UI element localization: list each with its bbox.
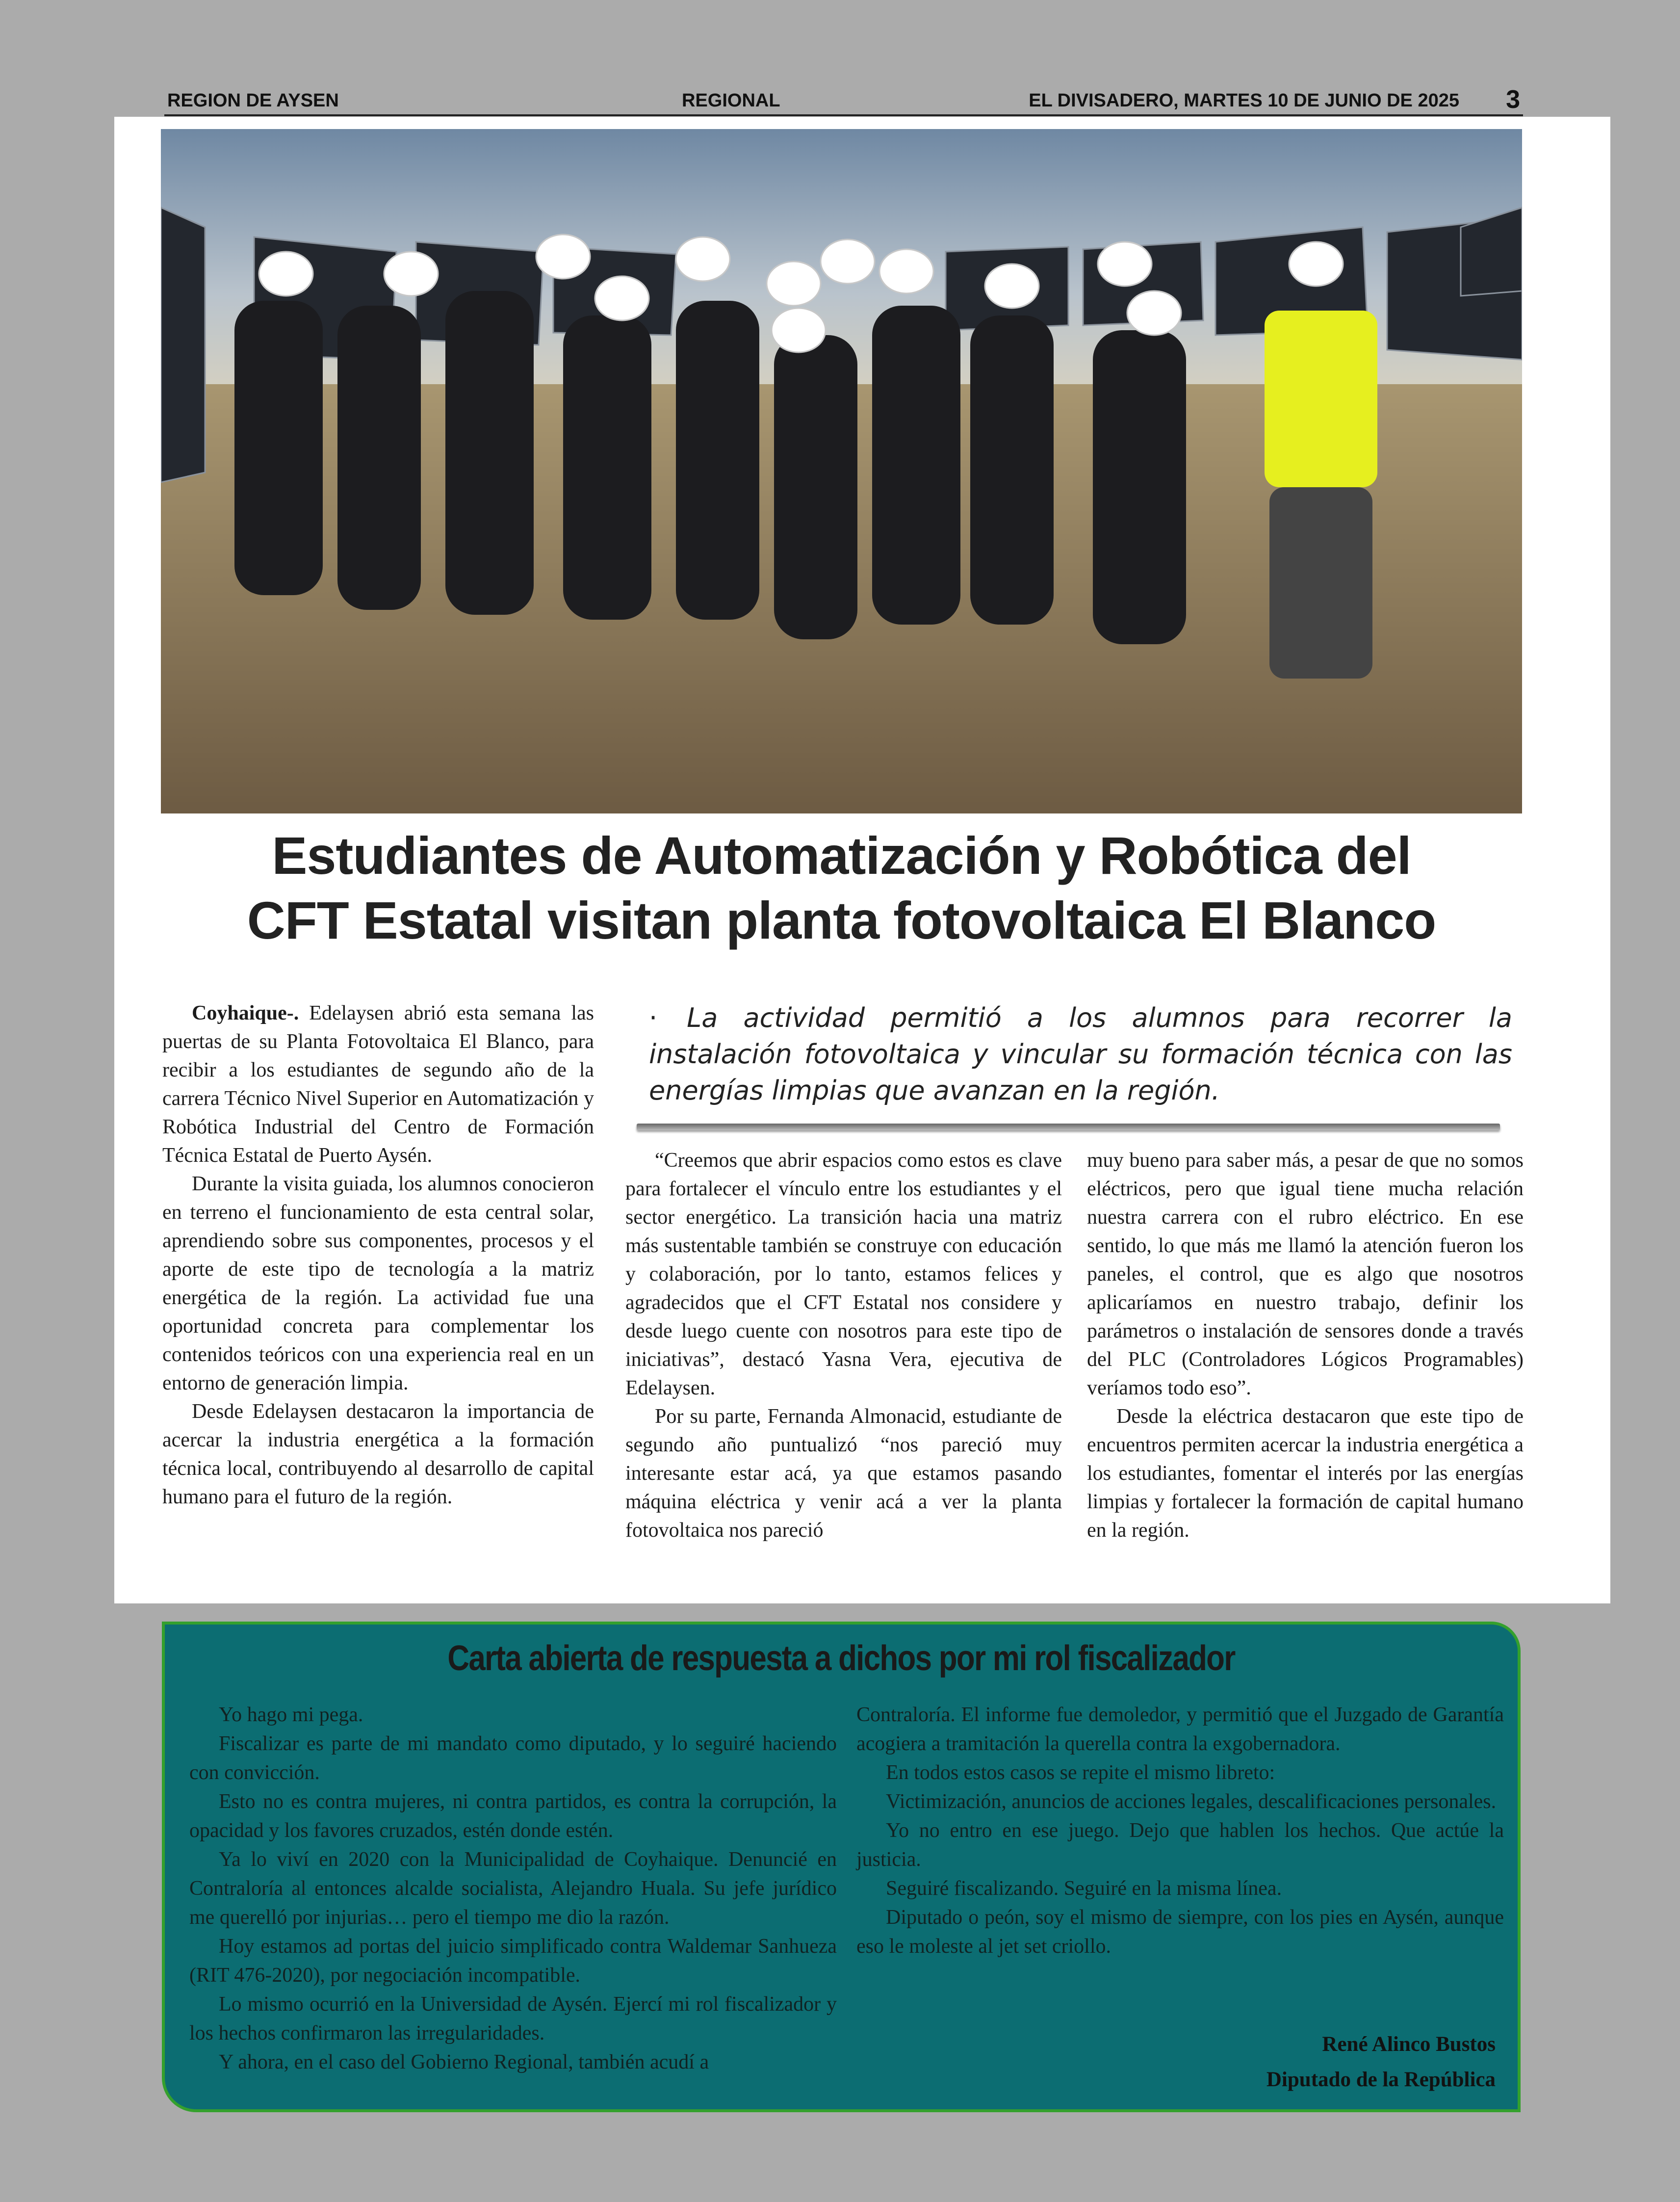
paragraph: Seguiré fiscalizando. Seguiré en la misma línea.	[886, 1877, 1282, 1900]
pull-quote-text: La actividad permitió a los alumnos para recorrer la instalación fotovoltaica y vincular su formación técnica con las energías limpias que avanzan en la región.	[649, 1002, 1512, 1106]
article-column-1	[162, 999, 594, 1511]
paragraph: Durante la visita guiada, los alumnos conocieron en terreno el funcionamiento de esta central solar, aprendiendo sobre sus componentes, procesos y el aporte de este tipo de tecnología a la matriz energética de la región. La actividad fue una oportunidad concreta para complementar los contenidos teóricos con una experiencia real en un entorno de generación limpia.	[162, 1173, 594, 1394]
page-number: 3	[1506, 85, 1520, 114]
paragraph-text: Edelaysen abrió esta semana las puertas de su Planta Fotovoltaica El Blanco, para recibir a los estudiantes de segundo año de la carrera Técnico Nivel Superior en Automatización y Robótica Industrial del Centro de Formación Técnica Estatal de Puerto Aysén.	[162, 1002, 594, 1167]
letter-column-1	[189, 1701, 837, 2077]
signature-name: René Alinco Bustos	[1322, 2033, 1496, 2056]
paragraph: Yo hago mi pega.	[219, 1704, 363, 1726]
paragraph: Diputado o peón, soy el mismo de siempre, con los pies en Aysén, aunque eso le moleste al jet set criollo.	[856, 1906, 1504, 1958]
header-section: REGIONAL	[682, 90, 780, 111]
open-letter-box	[162, 1622, 1521, 2112]
paragraph: En todos estos casos se repite el mismo libreto:	[886, 1761, 1275, 1784]
article-column-3	[1087, 1146, 1524, 1545]
photo-icon	[161, 129, 1522, 813]
article-photo	[161, 129, 1522, 813]
header-date: EL DIVISADERO, MARTES 10 DE JUNIO DE 2025	[1029, 90, 1459, 111]
paragraph: “Creemos que abrir espacios como estos es clave para fortalecer el vínculo entre los estudiantes y el sector energético. La transición hacia una matriz más sustentable también se construye con educación y colaboración, por lo tanto, estamos felices y agradecidos que el CFT Estatal nos considere y desde luego cuente con nosotros para este tipo de iniciativas”, destacó Yasna Vera, ejecutiva de Edelaysen.	[625, 1149, 1062, 1399]
headline-line-2: CFT Estatal visitan planta fotovoltaica El Blanco	[247, 891, 1436, 950]
paragraph: Por su parte, Fernanda Almonacid, estudiante de segundo año puntualizó “nos pareció muy interesante estar acá, ya que estamos pasando máquina eléctrica y venir acá a ver la planta fotovoltaica nos pareció	[625, 1405, 1062, 1542]
pull-quote-rule	[637, 1124, 1500, 1130]
header-region: REGION DE AYSEN	[167, 90, 339, 111]
paragraph: Contraloría. El informe fue demoledor, y permitió que el Juzgado de Garantía acogiera a tramitación la querella contra la exgobernadora.	[856, 1704, 1504, 1755]
paragraph: Ya lo viví en 2020 con la Municipalidad de Coyhaique. Denuncié en Contraloría al entonces alcalde socialista, Alejandro Huala. Su jefe jurídico me querelló por injurias… pero el tiempo me dio la razón.	[189, 1848, 837, 1929]
article-column-2	[625, 1146, 1062, 1545]
paragraph: Esto no es contra mujeres, ni contra partidos, es contra la corrupción, la opacidad y los favores cruzados, estén donde estén.	[189, 1790, 837, 1842]
paragraph: muy bueno para saber más, a pesar de que no somos eléctricos, pero que igual tiene mucha relación nuestra carrera con el rubro eléctrico. En ese sentido, lo que más me llamó la atención fueron los paneles, el control, que es algo que nosotros aplicaríamos en nuestro trabajo, definir los parámetros o instalación de sensores donde a través del PLC (Controladores Lógicos Programables) veríamos todo eso”.	[1087, 1149, 1524, 1399]
paragraph: Yo no entro en ese juego. Dejo que hablen los hechos. Que actúe la justicia.	[856, 1819, 1504, 1871]
paragraph: Desde la eléctrica destacaron que este tipo de encuentros permiten acercar la industria energética a los estudiantes, fomentar el interés por las energías limpias y fortalecer la formación de capital humano en la región.	[1087, 1405, 1524, 1542]
paragraph: Victimización, anuncios de acciones legales, descalificaciones personales.	[886, 1790, 1497, 1813]
paragraph: Fiscalizar es parte de mi mandato como diputado, y lo seguiré haciendo con convicción.	[189, 1732, 837, 1784]
dateline: Coyhaique-.	[192, 1002, 299, 1024]
pull-quote	[649, 1000, 1512, 1109]
paragraph: Hoy estamos ad portas del juicio simplificado contra Waldemar Sanhueza (RIT 476-2020), por negociación incompatible.	[189, 1935, 837, 1987]
paragraph	[162, 999, 594, 1170]
paragraph: Lo mismo ocurrió en la Universidad de Aysén. Ejercí mi rol fiscalizador y los hechos confirmaron las irregularidades.	[189, 1993, 837, 2045]
signature-role: Diputado de la República	[1266, 2068, 1496, 2091]
letter-column-2	[856, 1701, 1504, 1961]
letter-title: Carta abierta de respuesta a dichos por mi rol fiscalizador	[447, 1639, 1235, 1678]
paragraph: Desde Edelaysen destacaron la importancia de acercar la industria energética a la formación técnica local, contribuyendo al desarrollo de capital humano para el futuro de la región.	[162, 1400, 594, 1508]
page-header	[164, 87, 1523, 116]
headline-line-1: Estudiantes de Automatización y Robótica del	[272, 826, 1411, 885]
pull-quote-marker: ·	[649, 1002, 658, 1033]
main-article	[114, 117, 1610, 1603]
article-headline	[161, 823, 1522, 953]
letter-signature	[1266, 2027, 1496, 2097]
paragraph: Y ahora, en el caso del Gobierno Regional, también acudí a	[219, 2051, 709, 2073]
